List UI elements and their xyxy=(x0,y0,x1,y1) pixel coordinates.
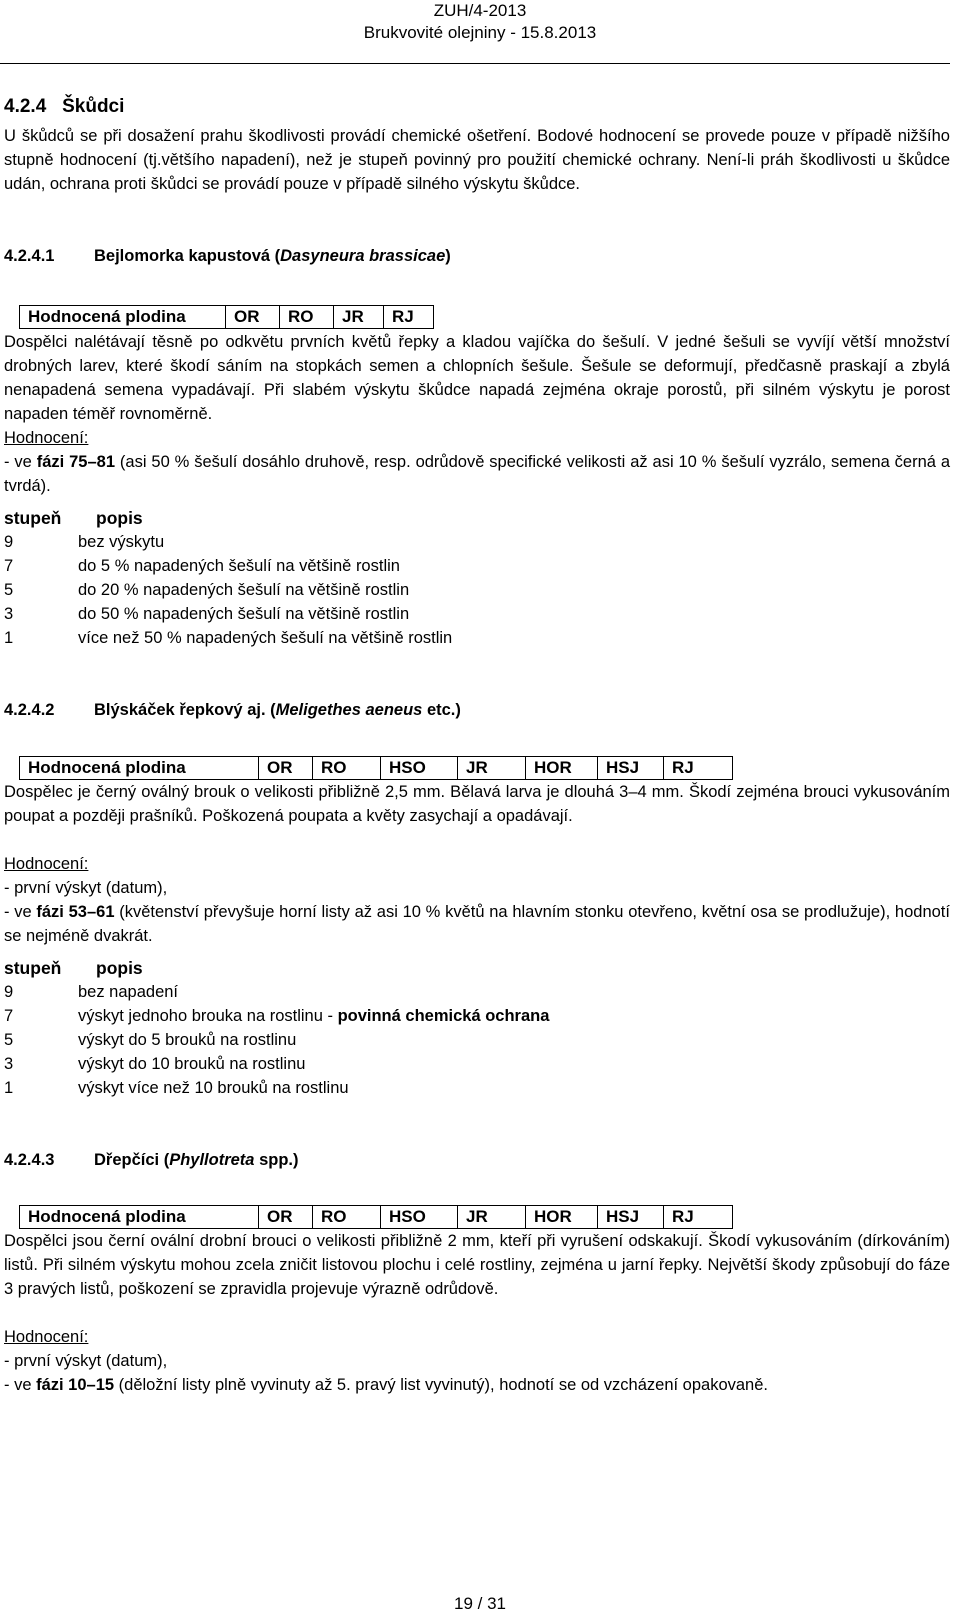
pest2-crop-table xyxy=(19,756,733,780)
grade-description: bez výskytu xyxy=(78,533,165,551)
crop-cell-label: Hodnocená plodina xyxy=(20,306,226,329)
crop-cell-label: Hodnocená plodina xyxy=(20,1206,259,1229)
pest2-name-end: etc.) xyxy=(422,701,461,719)
pest2-eval-phase xyxy=(4,900,950,948)
pest1-eval-label xyxy=(4,426,950,450)
crop-cell: HSO xyxy=(381,757,458,780)
crop-table-row xyxy=(20,757,733,780)
grade-description: výskyt do 10 brouků na rostlinu xyxy=(78,1055,306,1073)
grade-description: do 20 % napadených šešulí na většině rostlin xyxy=(78,581,410,599)
crop-cell: OR xyxy=(259,757,313,780)
page-number: 19 / 31 xyxy=(454,1594,506,1613)
grade-column-label: stupeň xyxy=(4,508,62,528)
pest1-description: Dospělci nalétávají těsně po odkvětu prvních květů řepky a kladou vajíčka do šešulí. V jedné šešuli se vyvíjí větší množství drobných larev, které škodí sáním na stopkách semen a chlopních šešule. Šešule se deformují, předčasně praskají a zbylá nenapadená semena vypadávají. Při slabém výskytu škůdce napadá zejména okraje porostů, při silném výskytu je porost napaden téměř rovnoměrně. xyxy=(4,333,950,423)
grade-description: bez napadení xyxy=(78,983,179,1001)
grade-value: 9 xyxy=(4,983,14,1001)
grade-value: 7 xyxy=(4,557,14,575)
pest3-name-end: spp.) xyxy=(254,1151,299,1169)
eval-prefix: - ve xyxy=(4,1376,37,1394)
grade-value: 1 xyxy=(4,1079,14,1097)
eval-phase: fázi 10–15 xyxy=(36,1376,115,1394)
crop-cell-label: Hodnocená plodina xyxy=(20,757,259,780)
pest1-name-end: ) xyxy=(445,247,451,265)
crop-table-row xyxy=(20,1206,733,1229)
header-code: ZUH/4-2013 xyxy=(433,1,527,20)
pest3-eval-phase xyxy=(4,1373,950,1397)
intro-sentence-1: U škůdců se při dosažení prahu škodlivosti provádí chemické ošetření. Bodové hodnocení se provede pouze v případě nižšího stupně hodnocení (tj.většího napadení), než je stupeň povinný pro použití chemické ochrany. xyxy=(4,127,950,169)
pest3-description: Dospělci jsou černí ovální drobní brouci o velikosti přibližně 2 mm, kteří při vyrušení odskakují. Škodí vykusováním (dírkováním) listů. Při silném výskytu mohou zcela zničit listovou plochu i celé rostliny, zejména u jarní řepky. Největší škody způsobují do fáze 3 pravých listů, poškození se zpravidla projevuje výrazně odrůdově. xyxy=(4,1232,950,1298)
pest3-crop-table xyxy=(19,1205,733,1229)
eval-detail: (děložní listy plně vyvinuty až 5. pravý list vyvinutý), hodnotí se od vzcházení opakovaně. xyxy=(114,1376,768,1394)
pest1-crop-table xyxy=(19,305,434,329)
pest2-description: Dospělec je černý oválný brouk o velikosti přibližně 2,5 mm. Bělavá larva je dlouhá 3–4 mm. Škodí zejména brouci vykusováním poupat a později prašníků. Poškozená poupata a květy zasychají a opadávají. xyxy=(4,783,950,825)
crop-cell: HSJ xyxy=(598,757,664,780)
grade-value: 3 xyxy=(4,605,14,623)
grade-column-label: stupeň xyxy=(4,958,62,978)
crop-cell: JR xyxy=(458,1206,526,1229)
eval-phase: fázi 53–61 xyxy=(36,903,115,921)
pest2-number: 4.2.4.2 xyxy=(4,701,55,719)
grade-description-text: výskyt jednoho brouka na rostlinu - xyxy=(78,1007,338,1025)
crop-cell: HSJ xyxy=(598,1206,664,1229)
header-title: Brukvovité olejniny - 15.8.2013 xyxy=(363,23,597,42)
crop-cell: HSO xyxy=(381,1206,458,1229)
pest1-eval-phase xyxy=(4,450,950,498)
pest3-heading xyxy=(4,1148,950,1172)
pest3-number: 4.2.4.3 xyxy=(4,1151,55,1169)
crop-cell: HOR xyxy=(526,757,598,780)
crop-cell: RJ xyxy=(384,306,434,329)
crop-cell: JR xyxy=(334,306,384,329)
grade-value: 1 xyxy=(4,629,14,647)
pest3-eval-label xyxy=(4,1325,950,1349)
header-rule xyxy=(0,63,950,64)
description-column-label: popis xyxy=(96,958,143,978)
eval-prefix: - ve xyxy=(4,453,37,471)
crop-cell: JR xyxy=(458,757,526,780)
eval-prefix: - ve xyxy=(4,903,37,921)
grade-description: do 5 % napadených šešulí na většině rostlin xyxy=(78,557,400,575)
pest1-latin-name: Dasyneura brassicae xyxy=(280,247,446,265)
grade-value: 5 xyxy=(4,1031,14,1049)
crop-cell: HOR xyxy=(526,1206,598,1229)
pest1-number: 4.2.4.1 xyxy=(4,247,55,265)
eval-phase: fázi 75–81 xyxy=(36,453,116,471)
crop-cell: OR xyxy=(226,306,280,329)
pest2-latin-name: Meligethes aeneus xyxy=(275,701,423,719)
grade-value: 5 xyxy=(4,581,14,599)
pest3-eval-first: - první výskyt (datum), xyxy=(4,1352,168,1370)
pest2-name: Blýskáček řepkový aj. ( xyxy=(94,701,276,719)
pest3-latin-name: Phyllotreta xyxy=(169,1151,255,1169)
section-number: 4.2.4 xyxy=(4,96,47,117)
crop-cell: RJ xyxy=(664,1206,733,1229)
grade-description: více než 50 % napadených šešulí na většině rostlin xyxy=(78,629,453,647)
crop-cell: RJ xyxy=(664,757,733,780)
eval-detail: (květenství převyšuje horní listy až asi 10 % květů na hlavním stonku otevřeno, květní osa se prodlužuje), hodnotí se nejméně dvakrát. xyxy=(4,903,950,945)
pest2-eval-first: - první výskyt (datum), xyxy=(4,879,168,897)
section-intro xyxy=(4,124,950,196)
pest3-name: Dřepčíci ( xyxy=(94,1151,170,1169)
crop-cell: RO xyxy=(313,757,381,780)
pest2-heading xyxy=(4,698,950,722)
crop-table-row xyxy=(20,306,434,329)
eval-label: Hodnocení: xyxy=(4,855,89,873)
section-title: Škůdci xyxy=(62,96,125,117)
grade-description: výskyt více než 10 brouků na rostlinu xyxy=(78,1079,349,1097)
eval-label: Hodnocení: xyxy=(4,429,89,447)
grade-value: 9 xyxy=(4,533,14,551)
eval-detail: (asi 50 % šešulí dosáhlo druhově, resp. odrůdově specifické velikosti až asi 10 % šešulí vyzrálo, semena černá a tvrdá). xyxy=(4,453,950,495)
eval-label: Hodnocení: xyxy=(4,1328,89,1346)
pest2-eval-label xyxy=(4,852,950,876)
intro-sentence-2: Není-li práh škodlivosti u škůdce udán, ochrana proti škůdci se provádí pouze v případě silného výskytu škůdce. xyxy=(4,151,951,193)
grade-description: do 50 % napadených šešulí na většině rostlin xyxy=(78,605,410,623)
grade-value: 3 xyxy=(4,1055,14,1073)
grade-value: 7 xyxy=(4,1007,14,1025)
grade-description xyxy=(78,1004,549,1028)
crop-cell: RO xyxy=(313,1206,381,1229)
pest1-heading xyxy=(4,244,950,268)
grade-description: výskyt do 5 brouků na rostlinu xyxy=(78,1031,297,1049)
pest1-name: Bejlomorka kapustová ( xyxy=(94,247,281,265)
section-heading xyxy=(4,94,950,120)
crop-cell: RO xyxy=(280,306,334,329)
crop-cell: OR xyxy=(259,1206,313,1229)
mandatory-protection-note: povinná chemická ochrana xyxy=(337,1007,550,1025)
description-column-label: popis xyxy=(96,508,143,528)
